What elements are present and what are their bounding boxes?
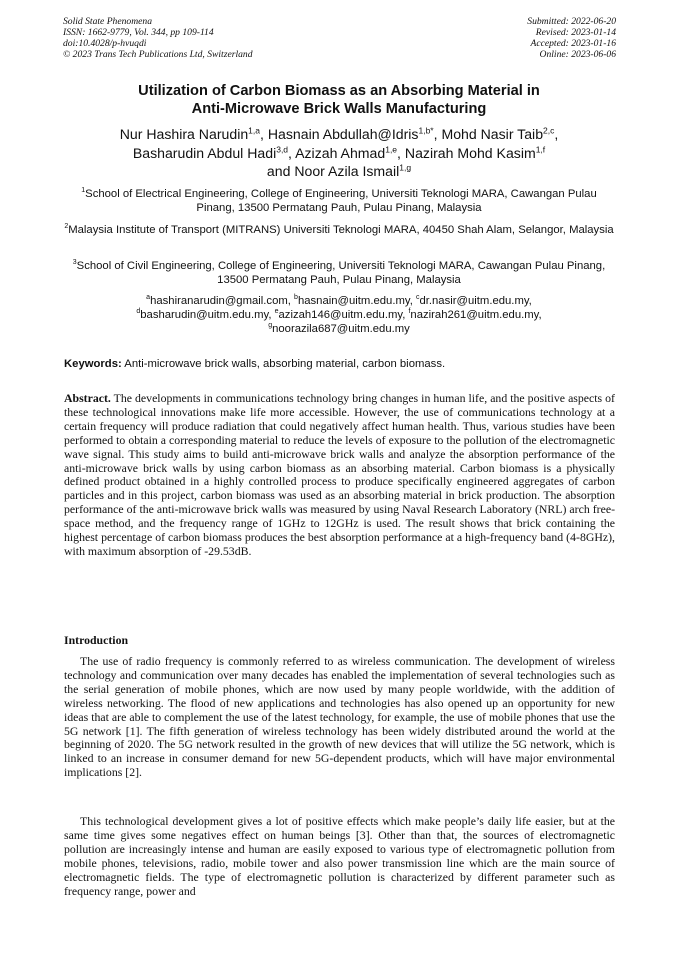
email-sup: d: [136, 308, 141, 316]
author-line-2: [60, 144, 618, 163]
email-sup: f: [408, 308, 411, 316]
date-revised: Revised: 2023-01-14: [535, 27, 616, 38]
email-sup: b: [294, 294, 298, 302]
email-list: [64, 294, 614, 336]
email-sep: ,: [402, 309, 409, 321]
affiliation-sup: 3: [72, 259, 77, 267]
journal-name: Solid State Phenomena: [63, 16, 152, 27]
author-sep: ,: [397, 144, 405, 161]
author-name: Basharudin Abdul Hadi: [132, 144, 277, 161]
date-accepted: Accepted: 2023-01-16: [530, 38, 616, 49]
affiliation-1: [64, 187, 614, 215]
author-sep: ,: [260, 126, 268, 142]
email-sup: a: [146, 294, 151, 302]
date-submitted: Submitted: 2022-06-20: [527, 16, 616, 27]
affiliation-text: Malaysia Institute of Transport (MITRANS) Universiti Teknologi MARA, 40450 Shah Alam, Selangor, Malaysia: [68, 224, 614, 236]
email-address: nazirah261@uitm.edu.my,: [410, 309, 542, 321]
author-line-1: [60, 125, 618, 144]
affiliation-text: School of Electrical Engineering, College of Engineering, Universiti Teknologi MARA, Cawangan Pulau Pinang, 13500 Permatang Pauh, Pulau Pinang, Malaysia: [85, 188, 597, 214]
abstract: [64, 392, 615, 559]
author-sup: 1,g: [399, 162, 412, 173]
affiliation-text: School of Civil Engineering, College of Engineering, Universiti Teknologi MARA, Cawangan Pulau Pinang, 13500 Permatang Pauh, Pulau Pinang, Malaysia: [76, 260, 606, 286]
author-name: and Noor Azila Ismail: [266, 163, 400, 179]
email-sep: ,: [287, 295, 295, 307]
email-address: noorazila687@uitm.edu.my: [272, 323, 410, 335]
email-address: azizah146@uitm.edu.my: [278, 309, 403, 321]
keywords-text: Anti-microwave brick walls, absorbing material, carbon biomass.: [124, 358, 446, 370]
section-heading-introduction: Introduction: [64, 633, 129, 647]
email-address: hashiranarudin@gmail.com: [150, 295, 288, 307]
author-sup: 1,b*: [418, 125, 434, 136]
keywords-label: Keywords:: [64, 358, 122, 370]
author-sep: ,: [554, 126, 559, 142]
journal-issn: ISSN: 1662-9779, Vol. 344, pp 109-114: [63, 27, 214, 38]
author-name: Nazirah Mohd Kasim: [404, 144, 536, 161]
author-name: Nur Hashira Narudin: [119, 126, 249, 142]
author-sup: 1,a: [248, 125, 260, 136]
abstract-label: Abstract.: [64, 391, 111, 405]
date-online: Online: 2023-06-06: [539, 49, 616, 60]
email-line-3: [64, 322, 614, 336]
introduction-paragraph-2: This technological development gives a lot of positive effects which make people’s daily life easier, but at the same time gives some negatives effect on human beings [3]. Other than that, the sources of electromagnetic pollution are increasingly intense and human are easily exposed to various type of electromagnetic pollution from mobile phones, televisions, radio, mobile tower and also power transmission line which are the main source of electromagnetic fields. The type of electromagnetic pollution is characterized by different parameter such as frequency range, power and: [64, 814, 615, 898]
email-address: hasnain@uitm.edu.my: [297, 295, 410, 307]
email-line-2: [64, 308, 614, 322]
author-sup: 3,d: [276, 143, 289, 154]
author-sup: 2,c: [543, 125, 555, 136]
email-sup: g: [268, 322, 273, 330]
journal-info: [63, 16, 253, 60]
author-sep: ,: [288, 144, 296, 161]
journal-copyright: © 2023 Trans Tech Publications Ltd, Switzerland: [63, 49, 253, 60]
email-line-1: [64, 294, 614, 308]
email-address: basharudin@uitm.edu.my: [140, 309, 269, 321]
introduction-paragraph-1: The use of radio frequency is commonly referred to as wireless communication. The development of wireless technology and communication over many decades has enabled the implementation of several technologies such as the serial generation of mobile phones, which are now used by many people worldwide, with the addition of wireless networking. The flood of new applications and technologies has also opened up an opportunity for new ideas that are able to complement the use of the latest technology, for example, the use of mobile phones that use the 5G network [1]. The fifth generation of wireless technology has been widely distributed around the world at the beginning of 2020. The 5G network resulted in the growth of new devices that will utilize the 5G network, which is linked to an increase in consumer demand for new 5G-dependent products, which will have major environmental implications [2].: [64, 654, 615, 780]
author-sep: ,: [433, 126, 442, 142]
keywords: [64, 357, 616, 371]
author-sup: 1,f: [535, 143, 546, 154]
author-sup: 1,e: [385, 143, 398, 154]
author-list: [60, 125, 618, 181]
affiliation-3: [64, 259, 614, 287]
abstract-text: The developments in communications technology bring changes in human life, and the positive aspects of these technological innovations make life more accessible. However, the use of communications technology at a certain frequency will produce radiation that could negatively affect human health. Thus, various studies have been performed to obtain a corresponding material to reduce the levels of exposure to the pollution of the electromagnetic wave signal. This study aims to build anti-microwave brick walls and analyze the absorption performance of the anti-microwave brick walls by using carbon biomass as an absorbing material. Carbon biomass is a physically defined product obtained in a highly controlled process to produce specifically engineered aggregates of carbon particles and in this project, carbon biomass was used as an absorbing material in brick production. The absorption performance of the anti-microwave brick walls was measured by using Naval Research Laboratory (NRL) arch free-space method, and the frequency range of 1GHz to 12GHz is used. The result shows that brick containing the highest percentage of carbon biomass produces the best absorption performance at a high-frequency band (4-8GHz), with maximum absorption of -29.53dB.: [64, 391, 615, 558]
email-address: dr.nasir@uitm.edu.my,: [419, 295, 532, 307]
publication-dates: [527, 16, 616, 60]
affiliation-sup: 2: [64, 223, 69, 231]
email-sup: c: [415, 294, 420, 302]
journal-doi: doi:10.4028/p-hvuqdi: [63, 38, 147, 49]
author-name: Mohd Nasir Taib: [441, 126, 544, 142]
author-line-3: [60, 162, 618, 181]
author-name: Hasnain Abdullah@Idris: [267, 126, 419, 142]
affiliation-2: [64, 223, 614, 237]
email-sup: e: [274, 308, 279, 316]
author-name: Azizah Ahmad: [295, 144, 386, 161]
affiliation-sup: 1: [81, 187, 86, 195]
email-sep: ,: [409, 295, 416, 307]
title-line-2: Anti-Microwave Brick Walls Manufacturing: [191, 101, 487, 117]
paper-title: [60, 82, 618, 118]
email-sep: ,: [268, 309, 275, 321]
title-line-1: Utilization of Carbon Biomass as an Absorbing Material in: [138, 83, 540, 99]
